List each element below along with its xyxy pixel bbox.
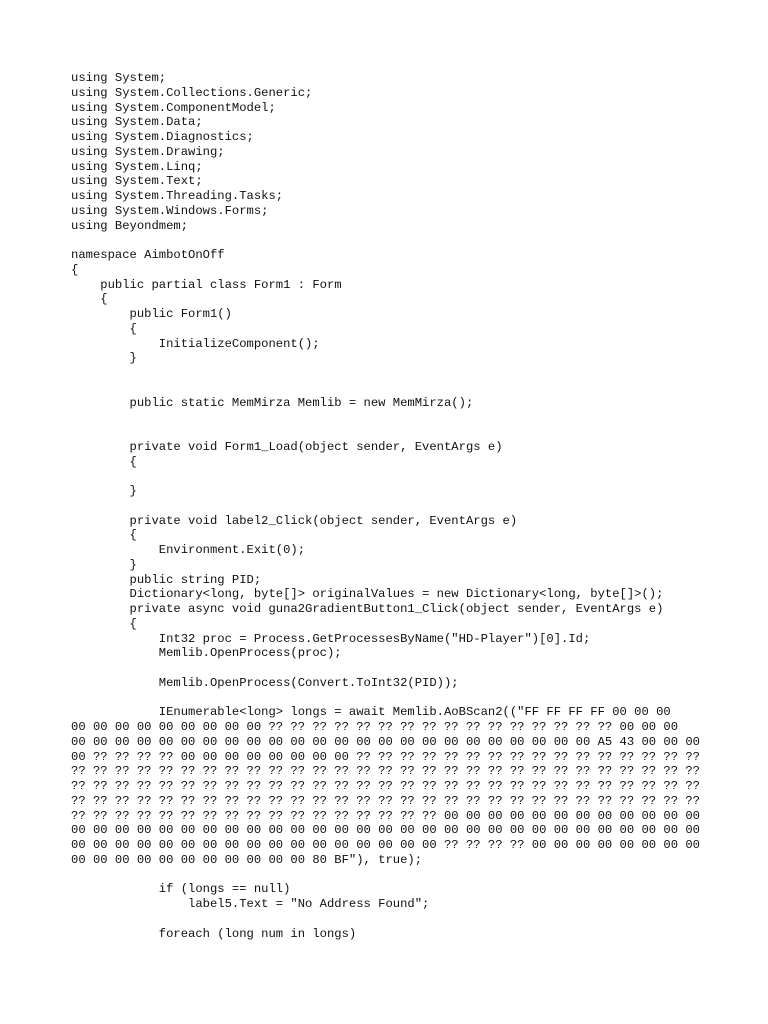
code-line: label5.Text = "No Address Found";	[71, 897, 430, 911]
code-line: {	[71, 616, 137, 631]
code-line: ?? ?? ?? ?? ?? ?? ?? ?? ?? ?? ?? ?? ?? ?? ?? ?? ?? 00 00 00 00 00 00 00 00 00 00 00 00	[71, 808, 700, 823]
code-line: private void label2_Click(object sender, EventArgs e)	[71, 513, 518, 528]
code-line: using System.Windows.Forms;	[71, 203, 269, 218]
code-line	[71, 425, 711, 440]
code-line: 00 ?? ?? ?? ?? 00 00 00 00 00 00 00 00 ?? ?? ?? ?? ?? ?? ?? ?? ?? ?? ?? ?? ?? ?? ?? ??	[71, 749, 700, 764]
code-line: ?? ?? ?? ?? ?? ?? ?? ?? ?? ?? ?? ?? ?? ?? ?? ?? ?? ?? ?? ?? ?? ?? ?? ?? ?? ?? ?? ?? ??	[71, 764, 700, 779]
code-line: using System.ComponentModel;	[71, 100, 276, 115]
code-line: public partial class Form1 : Form	[71, 277, 342, 292]
code-line	[71, 469, 711, 484]
code-line: public static MemMirza Memlib = new MemMirza();	[71, 395, 474, 410]
code-line	[71, 691, 711, 706]
code-line: using System.Drawing;	[71, 144, 225, 159]
code-line: {	[71, 292, 108, 307]
code-line: public string PID;	[71, 572, 262, 587]
code-line: private async void guna2GradientButton1_Click(object sender, EventArgs e)	[71, 602, 664, 616]
code-line: Environment.Exit(0);	[71, 543, 306, 557]
code-line: public Form1()	[71, 307, 232, 321]
code-line: 00 00 00 00 00 00 00 00 00 00 00 80 BF"), true);	[71, 852, 423, 867]
code-line	[71, 381, 711, 396]
code-line: if (longs == null)	[71, 882, 291, 897]
code-line	[71, 366, 711, 381]
code-line: InitializeComponent();	[71, 336, 320, 351]
code-line: using System;	[71, 71, 167, 85]
code-line	[71, 410, 711, 425]
code-line: 00 00 00 00 00 00 00 00 00 00 00 00 00 00 00 00 00 00 00 00 00 00 00 00 00 00 00 00 00	[71, 823, 700, 838]
code-line: using System.Data;	[71, 115, 203, 130]
code-listing	[71, 71, 711, 941]
code-line: using System.Threading.Tasks;	[71, 189, 284, 203]
code-line: Int32 proc = Process.GetProcessesByName("HD-Player")[0].Id;	[71, 631, 591, 646]
code-line	[71, 499, 711, 514]
code-line: ?? ?? ?? ?? ?? ?? ?? ?? ?? ?? ?? ?? ?? ?? ?? ?? ?? ?? ?? ?? ?? ?? ?? ?? ?? ?? ?? ?? ??	[71, 793, 700, 808]
code-line: {	[71, 528, 137, 543]
code-line: Memlib.OpenProcess(Convert.ToInt32(PID));	[71, 675, 459, 690]
code-line	[71, 661, 711, 676]
code-line: private void Form1_Load(object sender, EventArgs e)	[71, 439, 503, 454]
code-line: }	[71, 351, 137, 366]
code-line: IEnumerable<long> longs = await Memlib.AoBScan2(("FF FF FF FF 00 00 00	[71, 705, 671, 720]
code-line: 00 00 00 00 00 00 00 00 00 00 00 00 00 00 00 00 00 00 00 00 00 00 00 00 A5 43 00 00 00	[71, 734, 700, 749]
code-line: namespace AimbotOnOff	[71, 248, 225, 262]
code-line	[71, 233, 711, 248]
code-line: }	[71, 557, 137, 572]
code-line: 00 00 00 00 00 00 00 00 00 ?? ?? ?? ?? ?? ?? ?? ?? ?? ?? ?? ?? ?? ?? ?? ?? 00 00 00	[71, 720, 679, 734]
code-line: using System.Collections.Generic;	[71, 85, 313, 100]
code-line: {	[71, 321, 137, 336]
code-line: }	[71, 484, 137, 498]
code-line: foreach (long num in longs)	[71, 926, 357, 941]
code-line: Memlib.OpenProcess(proc);	[71, 646, 342, 661]
code-line: Dictionary<long, byte[]> originalValues = new Dictionary<long, byte[]>();	[71, 587, 664, 602]
code-line: 00 00 00 00 00 00 00 00 00 00 00 00 00 00 00 00 00 ?? ?? ?? ?? 00 00 00 00 00 00 00 00	[71, 838, 700, 852]
code-line	[71, 868, 711, 883]
code-line: using System.Linq;	[71, 159, 203, 174]
code-line	[71, 912, 711, 927]
code-line: {	[71, 454, 137, 469]
code-line: using System.Text;	[71, 174, 203, 189]
code-line: {	[71, 262, 79, 277]
code-line: using System.Diagnostics;	[71, 130, 254, 144]
code-line: using Beyondmem;	[71, 218, 189, 233]
code-line: ?? ?? ?? ?? ?? ?? ?? ?? ?? ?? ?? ?? ?? ?? ?? ?? ?? ?? ?? ?? ?? ?? ?? ?? ?? ?? ?? ?? ??	[71, 779, 700, 793]
